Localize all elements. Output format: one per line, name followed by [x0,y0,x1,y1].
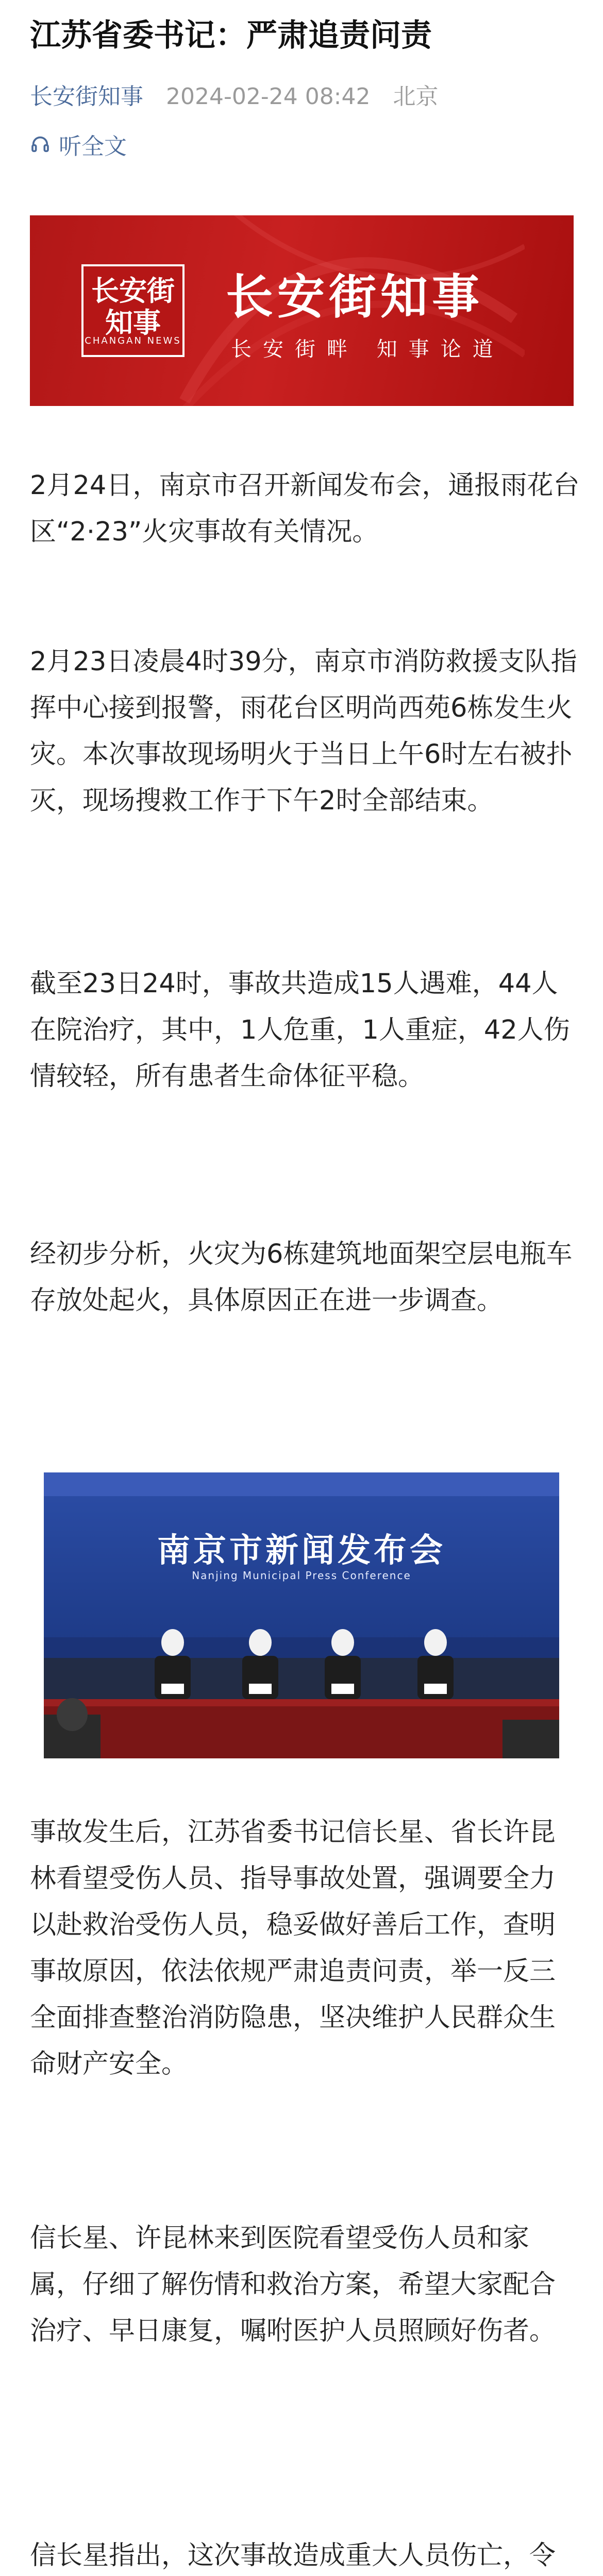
logo-line2: 知事 [105,306,161,339]
logo-line1: 长安街 [91,274,175,307]
brand-banner [30,215,574,406]
paragraph: 事故发生后，江苏省委书记信长星、省长许昆林看望受伤人员、指导事故处置，强调要全力以赴救治受伤人员，稳妥做好善后工作，查明事故原因，依法依规严肃追责问责，举一反三全面排查整治消防隐患，坚决维护人民群众生命财产安全。 [30,1817,556,2079]
backdrop-subtitle: Nanjing Municipal Press Conference [192,1569,411,1582]
logo-en: CHANGAN NEWS [85,335,181,346]
source-link[interactable]: 长安街知事 [30,83,143,110]
brand-tagline: 长安街畔 知事论道 [231,337,505,361]
backdrop-title: 南京市新闻发布会 [157,1532,446,1570]
paragraph: 2月24日，南京市召开新闻发布会，通报雨花台区“2·23”火灾事故有关情况。 [30,470,580,547]
paragraph: 信长星、许昆林来到医院看望受伤人员和家属，仔细了解伤情和救治方案，希望大家配合治疗、早日康复，嘱咐医护人员照顾好伤者。 [30,2223,556,2346]
press-conference-scene [44,1472,559,1758]
article-meta [30,81,439,112]
listen-button[interactable] [30,129,127,160]
listen-label: 听全文 [59,133,127,160]
press-conference-photo [44,1472,559,1758]
brand-logo [81,264,185,357]
publish-location: 北京 [393,83,439,110]
paragraph: 信长星指出，这次事故造成重大人员伤亡，令 [30,2540,556,2571]
paragraph: 经初步分析，火灾为6栋建筑地面架空层电瓶车存放处起火，具体原因正在进一步调查。 [30,1239,573,1316]
paragraph: 截至23日24时，事故共造成15人遇难，44人在院治疗，其中，1人危重，1人重症，42人伤情较轻，所有患者生命体征平稳。 [30,969,570,1092]
headphones-icon [30,134,51,155]
brand-name: 长安街知事 [226,269,484,325]
publish-datetime: 2024-02-24 08:42 [166,83,371,110]
article-title: 江苏省委书记：严肃追责问责 [30,18,432,54]
paragraph: 2月23日凌晨4时39分，南京市消防救援支队指挥中心接到报警，雨花台区明尚西苑6栋发生火灾。本次事故现场明火于当日上午6时左右被扑灭，现场搜救工作于下午2时全部结束。 [30,647,577,816]
